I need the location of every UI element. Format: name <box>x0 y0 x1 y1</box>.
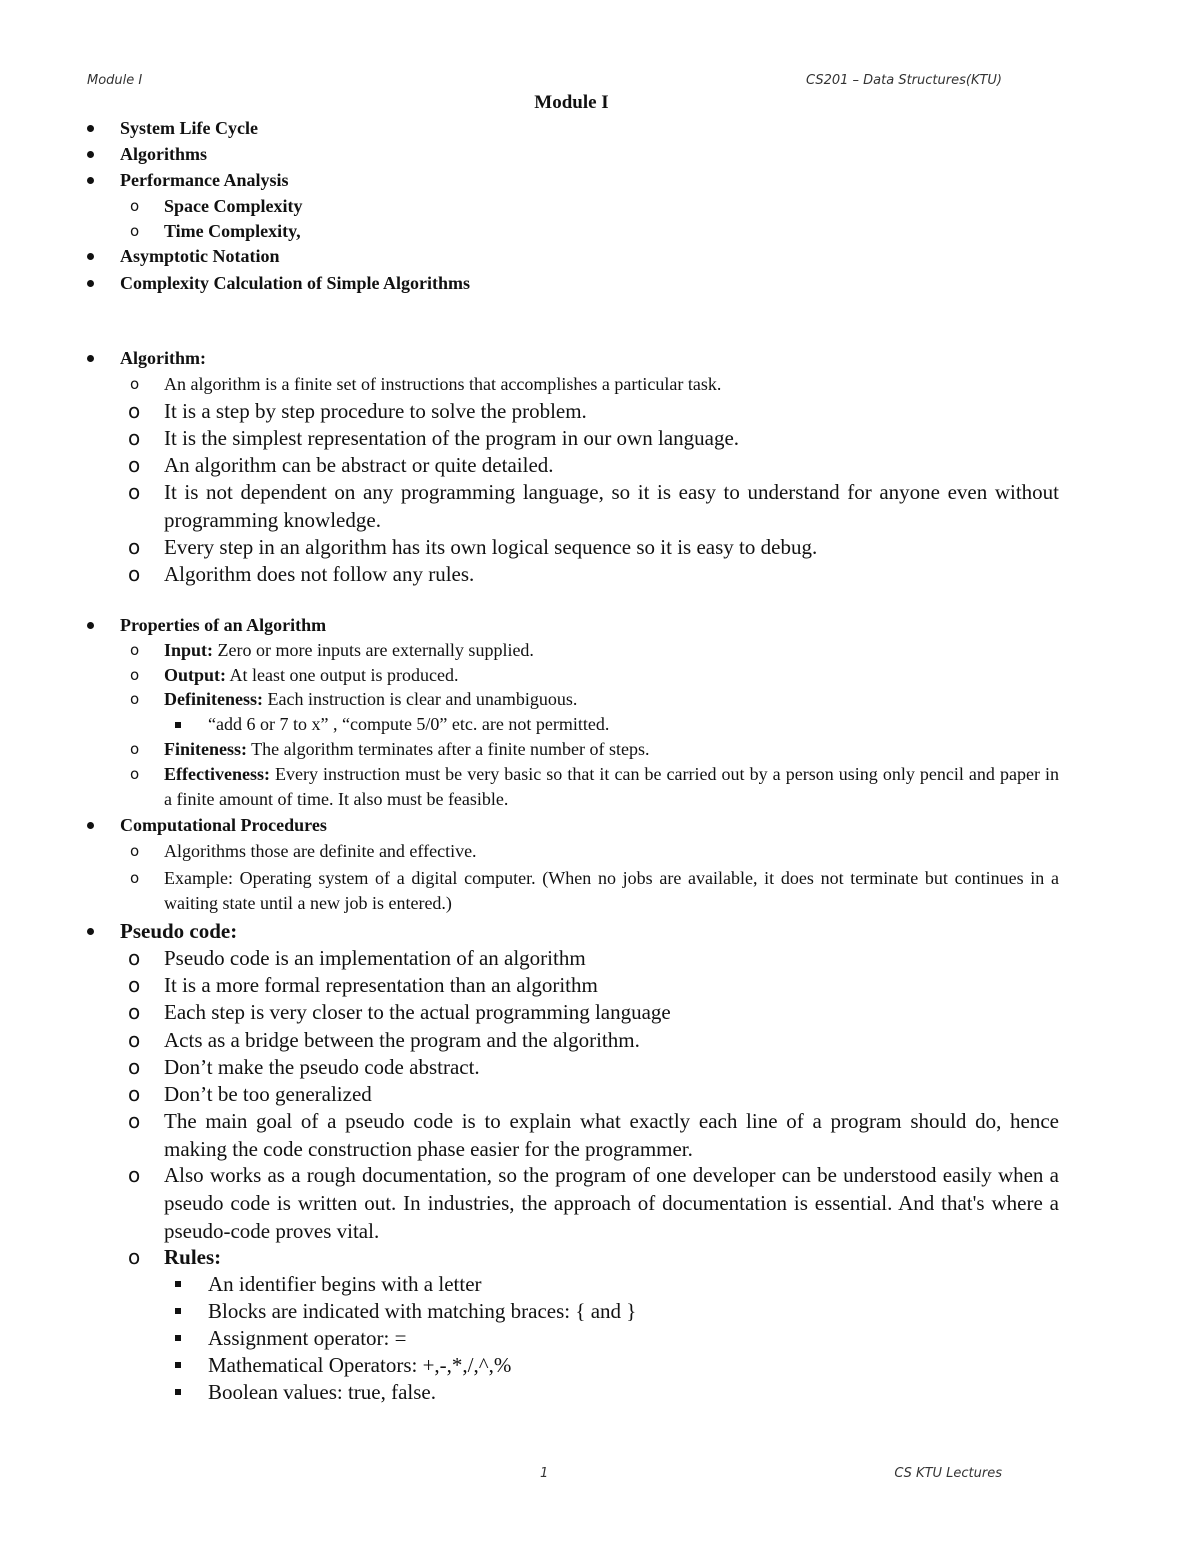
circle-bullet-icon: o <box>128 946 141 970</box>
page-number: 1 <box>540 1466 549 1481</box>
circle-bullet-icon: o <box>130 690 140 708</box>
square-bullet-icon <box>175 1335 181 1341</box>
square-bullet-icon <box>175 1281 181 1287</box>
square-bullet-icon <box>175 722 181 728</box>
square-bullet-icon <box>175 1308 181 1314</box>
circle-bullet-icon: o <box>128 453 141 477</box>
circle-bullet-icon: o <box>128 1163 141 1187</box>
bullet-icon <box>87 177 94 184</box>
circle-bullet-icon: o <box>130 740 140 758</box>
bullet-icon <box>87 928 94 935</box>
circle-bullet-icon: o <box>128 399 141 423</box>
circle-bullet-icon: o <box>130 197 140 215</box>
circle-bullet-icon: o <box>128 1055 141 1079</box>
circle-bullet-icon: o <box>130 842 140 860</box>
circle-bullet-icon: o <box>130 666 140 684</box>
bullet-icon <box>87 151 94 158</box>
page-header-left: Module I <box>87 73 143 88</box>
page-footer-right: CS KTU Lectures <box>894 1466 1002 1481</box>
bullet-icon <box>87 355 94 362</box>
page-title: Module I <box>534 92 609 113</box>
circle-bullet-icon: o <box>130 765 140 783</box>
circle-bullet-icon: o <box>128 1245 141 1269</box>
circle-bullet-icon: o <box>128 426 141 450</box>
bullet-icon <box>87 622 94 629</box>
bullet-icon <box>87 280 94 287</box>
circle-bullet-icon: o <box>128 562 141 586</box>
circle-bullet-icon: o <box>128 1109 141 1133</box>
circle-bullet-icon: o <box>128 1082 141 1106</box>
bullet-icon <box>87 125 94 132</box>
circle-bullet-icon: o <box>130 375 140 393</box>
bullet-icon <box>87 822 94 829</box>
circle-bullet-icon: o <box>130 869 140 887</box>
circle-bullet-icon: o <box>130 222 140 240</box>
square-bullet-icon <box>175 1389 181 1395</box>
circle-bullet-icon: o <box>128 480 141 504</box>
page-header-right: CS201 – Data Structures(KTU) <box>806 73 1002 88</box>
square-bullet-icon <box>175 1362 181 1368</box>
circle-bullet-icon: o <box>128 535 141 559</box>
circle-bullet-icon: o <box>128 1000 141 1024</box>
circle-bullet-icon: o <box>128 973 141 997</box>
circle-bullet-icon: o <box>130 641 140 659</box>
circle-bullet-icon: o <box>128 1028 141 1052</box>
bullet-icon <box>87 253 94 260</box>
